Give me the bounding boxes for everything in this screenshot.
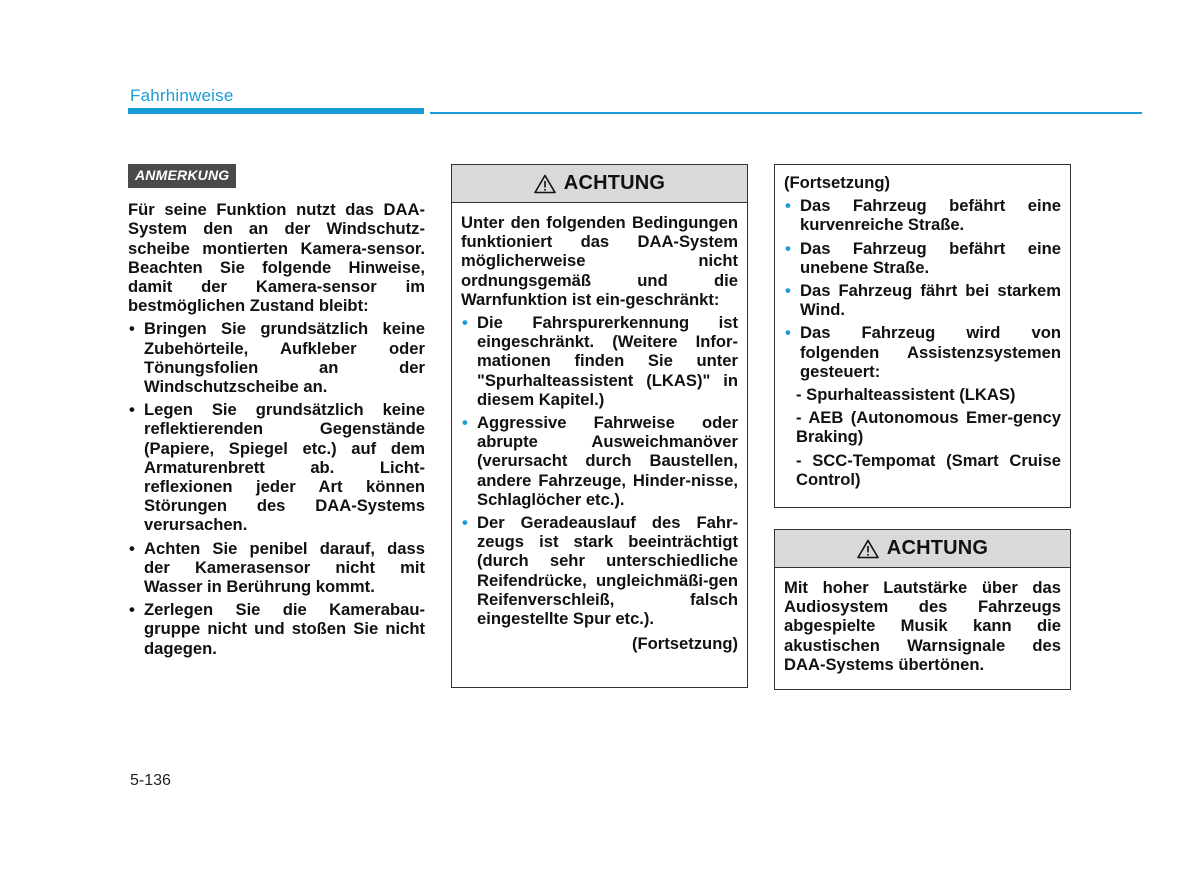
continuation-heading: (Fortsetzung) [784, 173, 890, 192]
continuation-list [784, 196, 1061, 381]
section-title: Fahrhinweise [130, 86, 234, 105]
header-rule-thick [128, 108, 424, 114]
caution-box-2-body [775, 568, 1070, 683]
caution-box-2-text: Mit hoher Lautstärke über das Audiosystem des Fahrzeugs abgespielte Musik kann die akustischen Warnsignale des DAA-Systems übertönen. [784, 578, 1061, 674]
continued-label: (Fortsetzung) [632, 634, 738, 654]
assist-system-item: - AEB (Autonomous Emer-gency Braking) [796, 408, 1061, 447]
note-item: • Achten Sie penibel darauf, dass der Kamerasensor nicht mit Wasser in Berührung kommt. [128, 539, 425, 597]
warning-triangle-icon [534, 174, 556, 194]
caution-box-1 [451, 164, 748, 688]
caution-box-1-intro: Unter den folgenden Bedingungen funktioniert das DAA-System möglicherweise nicht ordnungsgemäß und die Warnfunktion ist ein-geschränkt: [461, 213, 738, 309]
note-badge: ANMERKUNG [128, 164, 236, 188]
note-column [128, 164, 425, 658]
caution-box-1-body [452, 203, 747, 662]
continuation-item: • Das Fahrzeug fährt bei starkem Wind. [784, 281, 1061, 319]
caution-item: • Die Fahrspurerkennung ist eingeschränkt. (Weitere Infor-mationen finden Sie unter "Spurhalteassistent (LKAS)" in diesem Kapitel.) [461, 313, 738, 409]
header-rule-thin [430, 112, 1142, 114]
page-number: 5-136 [130, 772, 171, 789]
note-item: • Bringen Sie grundsätzlich keine Zubehörteile, Aufkleber oder Tönungsfolien an der Windschutzscheibe an. [128, 319, 425, 396]
warning-triangle-icon [857, 539, 879, 559]
continuation-box-body [775, 165, 1070, 498]
note-item: • Legen Sie grundsätzlich keine reflektierenden Gegenstände (Papiere, Spiegel etc.) auf dem Armaturenbrett ab. Licht-reflexionen jeder Art können Störungen des DAA-Systems verursachen. [128, 400, 425, 534]
continuation-item: • Das Fahrzeug befährt eine kurvenreiche Straße. [784, 196, 1061, 234]
caution-box-1-list [461, 313, 738, 628]
note-intro: Für seine Funktion nutzt das DAA-System den an der Windschutz-scheibe montierten Kamera-sensor. Beachten Sie folgende Hinweise, damit der Kamera-sensor im bestmöglichen Zustand bleibt: [128, 200, 425, 316]
assist-system-item: - SCC-Tempomat (Smart Cruise Control) [796, 450, 1061, 489]
caution-box-1-header [452, 165, 747, 203]
continuation-item: • Das Fahrzeug wird von folgenden Assistenzsystemen gesteuert: [784, 323, 1061, 381]
continuation-box [774, 164, 1071, 508]
caution-item: • Aggressive Fahrweise oder abrupte Ausweichmanöver (verursacht durch Baustellen, andere Fahrzeuge, Hinder-nisse, Schlaglöcher etc.). [461, 413, 738, 509]
note-list [128, 319, 425, 657]
caution-box-1-title: ACHTUNG [563, 172, 666, 194]
assist-system-item: - Spurhalteassistent (LKAS) [796, 385, 1016, 405]
note-item: • Zerlegen Sie die Kamerabau-gruppe nicht und stoßen Sie nicht dagegen. [128, 600, 425, 658]
caution-box-2-header [775, 530, 1070, 568]
caution-item: • Der Geradeauslauf des Fahr-zeugs ist stark beeinträchtigt (durch sehr unterschiedliche Reifendrücke, ungleichmäßi-gen Reifenverschleiß, falsch eingestellte Spur etc.). [461, 513, 738, 628]
continuation-item: • Das Fahrzeug befährt eine unebene Straße. [784, 239, 1061, 277]
caution-box-2 [774, 529, 1071, 690]
caution-box-2-title: ACHTUNG [886, 537, 989, 559]
